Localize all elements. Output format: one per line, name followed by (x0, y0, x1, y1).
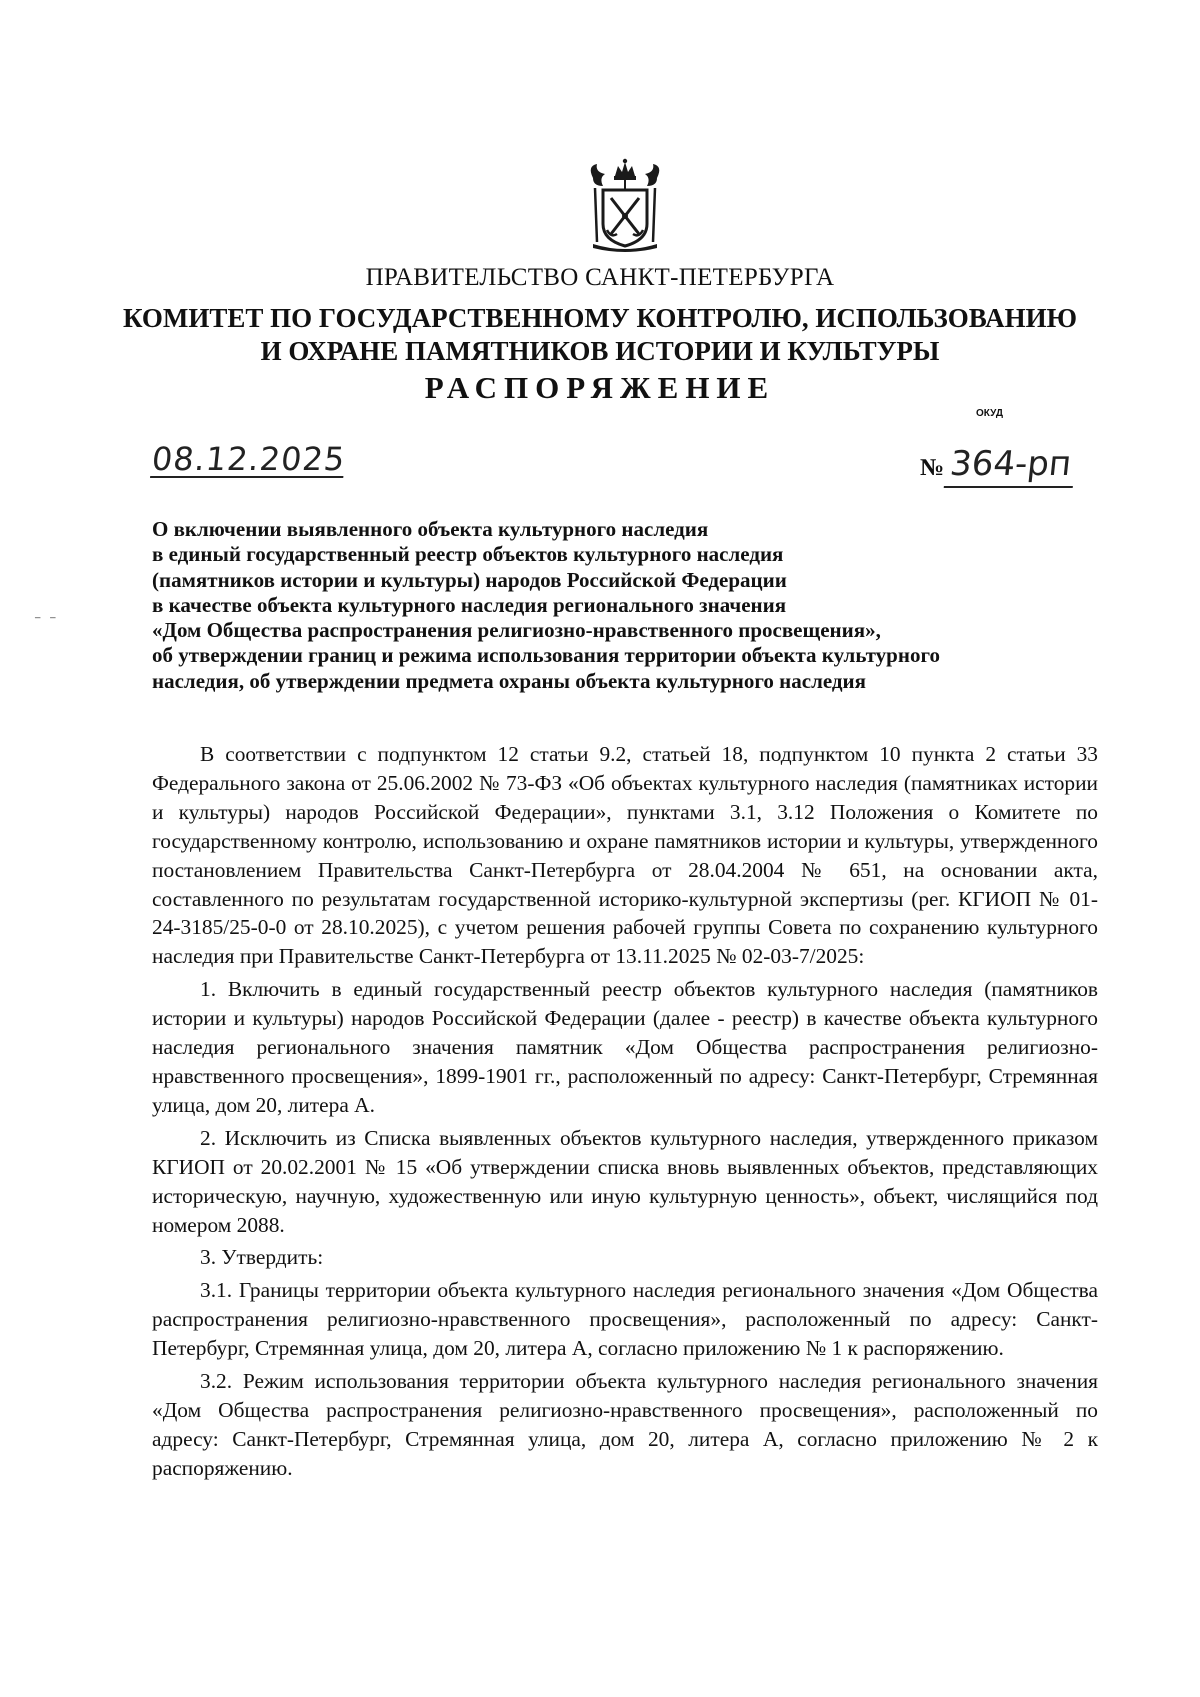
subject-line: в единый государственный реестр объектов культурного наследия (152, 542, 784, 567)
document-subject (152, 517, 1072, 694)
item-3-paragraph: 3. Утвердить: (200, 1245, 324, 1270)
item-1-paragraph: 1. Включить в единый государственный реестр объектов культурного наследия (памятников истории и культуры) народов Российской Федерации (далее - реестр) в качестве объекта культурного наследия регионального значения памятник «Дом Общества распространения религиозно-нравственного просвещения», 1899-1901 гг., расположенный по адресу: Санкт-Петербург, Стремянная улица, дом 20, литера А. (152, 977, 1098, 1117)
margin-mark: ⁻ ⁻ (34, 612, 57, 628)
government-title: ПРАВИТЕЛЬСТВО САНКТ-ПЕТЕРБУРГА (365, 264, 835, 291)
subject-line: (памятников истории и культуры) народов Российской Федерации (152, 567, 787, 592)
document-body (152, 740, 1098, 1483)
subject-line: наследия, об утверждении предмета охраны объекта культурного наследия (152, 668, 866, 693)
document-number (920, 444, 1075, 488)
okud-label: ОКУД (976, 408, 1003, 419)
committee-name-line-2: И ОХРАНЕ ПАМЯТНИКОВ ИСТОРИИ И КУЛЬТУРЫ (260, 336, 940, 366)
subject-line: в качестве объекта культурного наследия регионального значения (152, 592, 787, 617)
coat-of-arms-icon (585, 158, 665, 252)
preamble-paragraph: В соответствии с подпунктом 12 статьи 9.2, статьей 18, подпунктом 10 пункта 2 статьи 33 Федерального закона от 25.06.2002 № 73-ФЗ «Об объектах культурного наследия (памятниках истории и культуры) народов Российской Федерации», пунктами 3.1, 3.12 Положения о Комитете по государственному контролю, использованию и охране памятников истории и культуры, утвержденного постановлением Правительства Санкт-Петербурга от 28.04.2004 № 651, на основании акта, составленного по результатам государственной историко-культурной экспертизы (рег. КГИОП № 01-24-3185/25-0-0 от 28.10.2025), с учетом решения рабочей группы Совета по сохранению культурного наследия при Правительстве Санкт-Петербурга от 13.11.2025 № 02-03-7/2025: (152, 742, 1098, 969)
item-3-1-paragraph: 3.1. Границы территории объекта культурного наследия регионального значения «Дом Общества распространения религиозно-нравственного просвещения», расположенный по адресу: Санкт-Петербург, Стремянная улица, дом 20, литера А, согласно приложению № 1 к распоряжению. (152, 1278, 1098, 1361)
number-label: № (920, 455, 945, 481)
document-type: РАСПОРЯЖЕНИЕ (424, 370, 776, 405)
committee-name (0, 302, 1200, 368)
number-value: 364-рп (944, 444, 1078, 488)
subject-line: О включении выявленного объекта культурного наследия (152, 517, 709, 541)
item-3-2-paragraph: 3.2. Режим использования территории объекта культурного наследия регионального значения «Дом Общества распространения религиозно-нравственного просвещения», расположенный по адресу: Санкт-Петербург, Стремянная улица, дом 20, литера А, согласно приложению № 2 к распоряжению. (152, 1369, 1098, 1480)
item-2-paragraph: 2. Исключить из Списка выявленных объектов культурного наследия, утвержденного приказом КГИОП от 20.02.2001 № 15 «Об утверждении списка вновь выявленных объектов, представляющих историческую, научную, художественную или иную культурную ценность», объект, числящийся под номером 2088. (152, 1125, 1098, 1237)
document-date: 08.12.2025 (150, 440, 348, 478)
committee-name-line-1: КОМИТЕТ ПО ГОСУДАРСТВЕННОМУ КОНТРОЛЮ, ИСПОЛЬЗОВАНИЮ (123, 303, 1077, 333)
subject-line: «Дом Общества распространения религиозно-нравственного просвещения», (152, 618, 881, 643)
subject-line: об утверждении границ и режима использования территории объекта культурного (152, 643, 940, 668)
